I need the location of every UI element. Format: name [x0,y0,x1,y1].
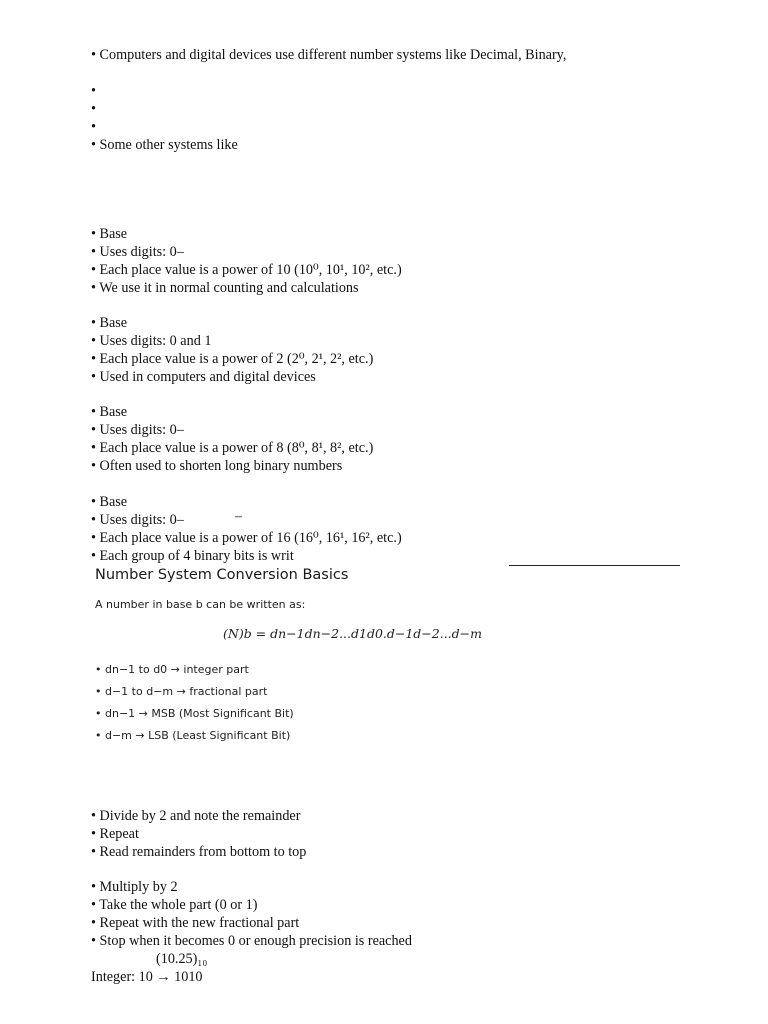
octal-place-value: • Each place value is a power of 8 (8⁰, 8¹, 8², etc.) [91,440,374,456]
horizontal-rule [509,565,680,566]
figure-title: Number System Conversion Basics [95,567,349,583]
integer-part-bullet: • dn−1 to d0 → integer part [95,663,249,676]
repeat-fraction-step: • Repeat with the new fractional part [91,915,300,931]
conversion-basics-figure [93,567,513,757]
whole-part-step: • Take the whole part (0 or 1) [91,897,258,913]
figure-subtitle: A number in base b can be written as: [95,598,306,611]
fractional-part-bullet: • d−1 to d−m → fractional part [95,685,268,698]
hex-digits-dash: – [235,509,242,524]
multiply-step: • Multiply by 2 [91,879,178,895]
stop-step: • Stop when it becomes 0 or enough precision is reached [91,933,412,949]
decimal-base: • Base [91,226,128,242]
octal-digits: • Uses digits: 0– [91,422,184,438]
read-remainders-step: • Read remainders from bottom to top [91,844,307,860]
repeat-step: • Repeat [91,826,139,842]
hex-place-value: • Each place value is a power of 16 (16⁰, 16¹, 16², etc.) [91,530,402,546]
other-systems-line: • Some other systems like [91,137,238,153]
hex-base: • Base [91,494,128,510]
binary-place-value: • Each place value is a power of 2 (2⁰, 2¹, 2², etc.) [91,351,374,367]
intro-line: • Computers and digital devices use different number systems like Decimal, Binary, [91,47,567,63]
divide-step: • Divide by 2 and note the remainder [91,808,301,824]
lsb-bullet: • d−m → LSB (Least Significant Bit) [95,729,291,742]
octal-usage: • Often used to shorten long binary numbers [91,458,343,474]
empty-bullet: • [91,101,96,117]
empty-bullet: • [91,83,96,99]
empty-bullet: • [91,119,96,135]
hex-grouping: • Each group of 4 binary bits is writ [91,548,294,564]
binary-usage: • Used in computers and digital devices [91,369,316,385]
binary-base: • Base [91,315,128,331]
octal-base: • Base [91,404,128,420]
binary-digits: • Uses digits: 0 and 1 [91,333,212,349]
example-integer-line: Integer: 10 → 1010 [91,969,203,985]
decimal-place-value: • Each place value is a power of 10 (10⁰, 10¹, 10², etc.) [91,262,402,278]
base-formula: (N)b = dn−1dn−2...d1d0.d−1d−2...d−m [223,626,482,641]
msb-bullet: • dn−1 → MSB (Most Significant Bit) [95,707,294,720]
example-number: (10.25)₁₀ [156,951,208,967]
decimal-digits: • Uses digits: 0– [91,244,184,260]
decimal-usage: • We use it in normal counting and calculations [91,280,359,296]
hex-digits: • Uses digits: 0– [91,512,184,528]
